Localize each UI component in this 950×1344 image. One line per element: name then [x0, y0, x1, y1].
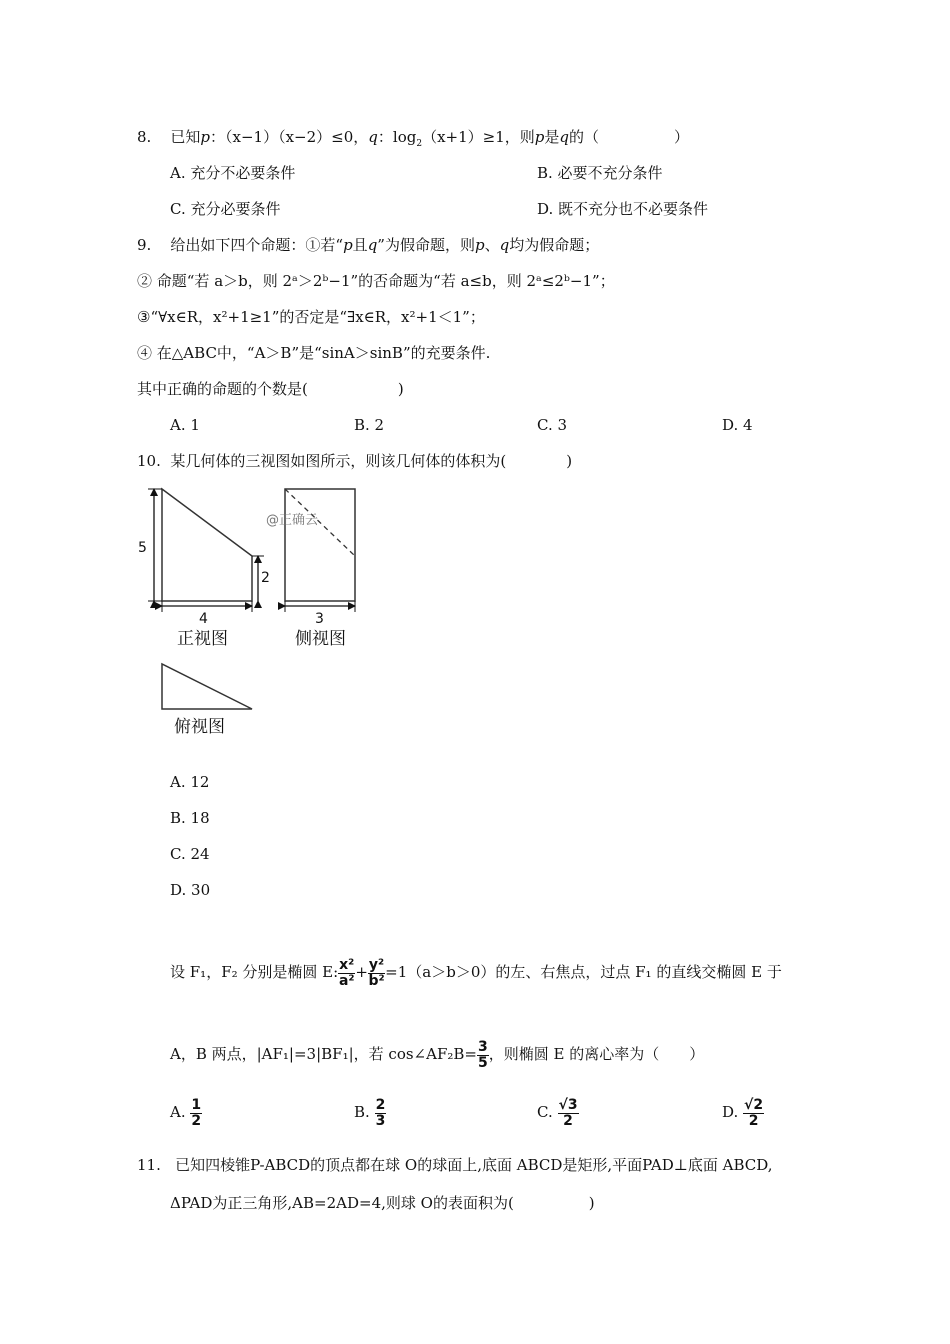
q9-statement-4: ④ 在△ABC中，“A＞B”是“sinA＞sinB”的充要条件.	[137, 344, 491, 362]
top-view-label: 俯视图	[174, 717, 225, 737]
q9-option-c[interactable]: C. 3	[537, 416, 568, 434]
dim-5-label: 5	[138, 540, 147, 556]
watermark: @正确云	[266, 513, 319, 528]
ellipse-question-line1: 设 F₁，F₂ 分别是椭圆 E: $\frac{\text{x²}}{\text{a²}}$ + $\frac{\text{y²}}{\text{b²}}$ =1（a＞b＞0）的左、右焦点，过点 F₁ 的直线交椭圆 E 于	[170, 956, 782, 989]
q9-stem: 9. 给出如下四个命题：①若“p且q”为假命题，则p、q均为假命题；	[137, 236, 600, 254]
front-view-label: 正视图	[177, 629, 228, 649]
q9-statement-3: ③“∀x∈R，x²+1≥1”的否定是“∃x∈R，x²+1＜1”；	[137, 308, 485, 326]
q8-option-b[interactable]: B. 必要不充分条件	[537, 164, 663, 182]
ellipse-question-line2: A，B 两点，|AF₁|=3|BF₁|，若 cos∠AF₂B= $\frac{3}{5}$ ，则椭圆 E 的离心率为（ ）	[170, 1038, 705, 1071]
q10-option-a[interactable]: A. 12	[170, 773, 210, 791]
front-view-shape	[162, 489, 252, 601]
q11-line2: ΔPAD为正三角形,AB=2AD=4,则球 O的表面积为( )	[170, 1194, 595, 1212]
dim-3-label: 3	[315, 611, 324, 627]
ellipse-option-c[interactable]: C. $\frac{√3}{2}$	[537, 1096, 578, 1129]
q9-option-b[interactable]: B. 2	[354, 416, 385, 434]
q11-line1: 11. 已知四棱锥P-ABCD的顶点都在球 O的球面上,底面 ABCD是矩形,平面PAD⊥底面 ABCD,	[137, 1156, 773, 1174]
ellipse-option-d[interactable]: D. $\frac{√2}{2}$	[722, 1096, 764, 1129]
ellipse-option-b[interactable]: B. $\frac{2}{3}$	[354, 1096, 386, 1129]
top-view-shape	[162, 664, 252, 709]
dim-4-label: 4	[199, 611, 208, 627]
q9-option-d[interactable]: D. 4	[722, 416, 753, 434]
q8-option-d[interactable]: D. 既不充分也不必要条件	[537, 200, 709, 218]
q9-option-a[interactable]: A. 1	[170, 416, 200, 434]
q10-option-c[interactable]: C. 24	[170, 845, 210, 863]
ellipse-option-a[interactable]: A. $\frac{1}{2}$	[170, 1096, 202, 1129]
q9-ask: 其中正确的命题的个数是( )	[137, 380, 404, 398]
q8-option-c[interactable]: C. 充分必要条件	[170, 200, 281, 218]
q8-option-a[interactable]: A. 充分不必要条件	[170, 164, 296, 182]
dim-2-label: 2	[261, 570, 270, 586]
q8-stem: 8. 已知p：（x−1）（x−2）≤0，q：$\log_2(x+1)\ge 1$，则p是q的（ ）	[137, 128, 689, 149]
side-view-label: 侧视图	[295, 629, 346, 649]
q9-statement-2: ② 命题“若 a＞b，则 2ᵃ＞2ᵇ−1”的否命题为“若 a≤b，则 2ᵃ≤2ᵇ−1”；	[137, 272, 615, 290]
q10-option-b[interactable]: B. 18	[170, 809, 210, 827]
q10-option-d[interactable]: D. 30	[170, 881, 211, 899]
q10-stem: 10. 某几何体的三视图如图所示，则该几何体的体积为( )	[137, 452, 573, 470]
side-view-shape	[285, 489, 355, 601]
